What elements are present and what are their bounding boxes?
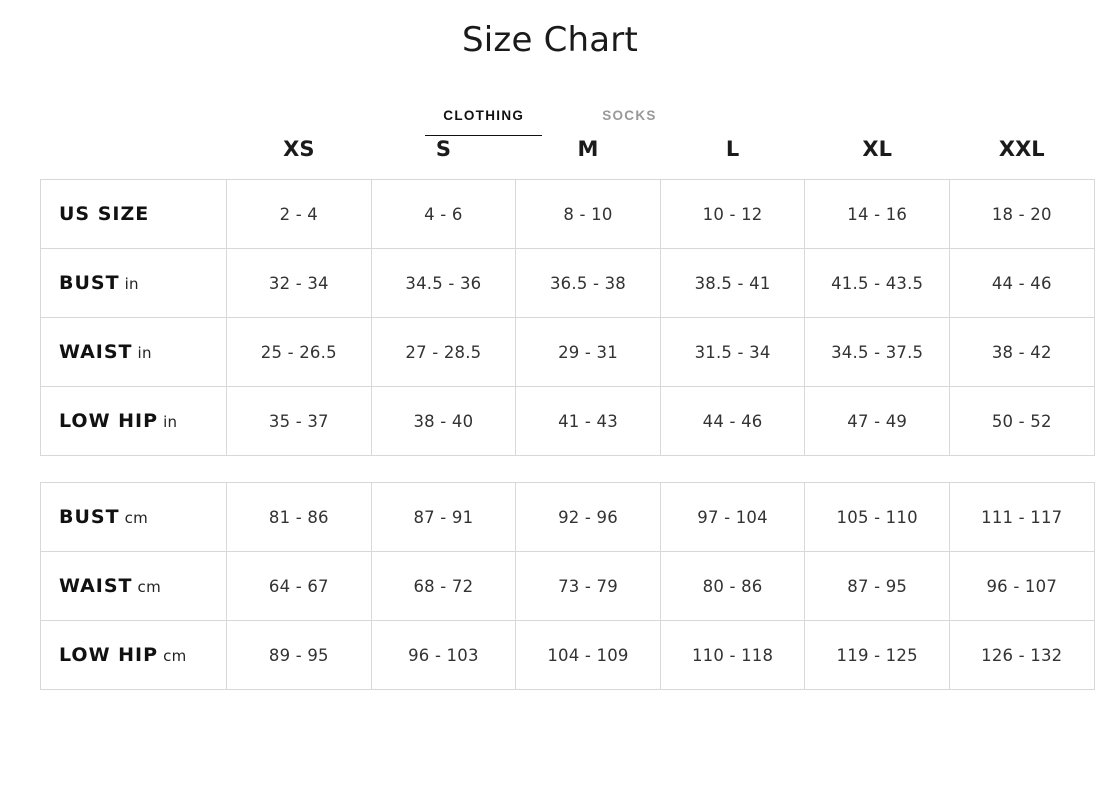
row-unit: cm bbox=[124, 509, 149, 527]
row-label-text: US SIZE bbox=[59, 203, 150, 225]
table-row bbox=[41, 387, 1095, 456]
table-row bbox=[41, 180, 1095, 249]
row-unit: in bbox=[124, 275, 139, 293]
header-cell-blank bbox=[41, 136, 227, 180]
page-title: Size Chart bbox=[461, 20, 639, 60]
cell-waist-in-s: 27 - 28.5 bbox=[371, 318, 516, 387]
section-separator bbox=[41, 456, 1095, 483]
size-chart-table bbox=[40, 136, 1095, 690]
cell-low-hip-in-m: 41 - 43 bbox=[516, 387, 661, 456]
cell-low-hip-cm-m: 104 - 109 bbox=[516, 621, 661, 690]
tab-socks[interactable]: SOCKS bbox=[584, 104, 675, 135]
cell-bust-in-xxl: 44 - 46 bbox=[949, 249, 1094, 318]
table-row bbox=[41, 621, 1095, 690]
cell-bust-cm-s: 87 - 91 bbox=[371, 483, 516, 552]
header-cell-s: S bbox=[435, 137, 451, 161]
cell-low-hip-in-xl: 47 - 49 bbox=[805, 387, 950, 456]
cell-low-hip-in-l: 44 - 46 bbox=[660, 387, 805, 456]
cell-bust-cm-xs: 81 - 86 bbox=[227, 483, 372, 552]
cell-bust-cm-l: 97 - 104 bbox=[660, 483, 805, 552]
cell-low-hip-cm-l: 110 - 118 bbox=[660, 621, 805, 690]
cell-waist-in-xxl: 38 - 42 bbox=[949, 318, 1094, 387]
cell-bust-in-l: 38.5 - 41 bbox=[660, 249, 805, 318]
cell-bust-in-xl: 41.5 - 43.5 bbox=[805, 249, 950, 318]
size-chart-table-wrap bbox=[23, 136, 1077, 690]
cell-bust-in-m: 36.5 - 38 bbox=[516, 249, 661, 318]
table-header-row bbox=[41, 136, 1095, 180]
cell-low-hip-cm-s: 96 - 103 bbox=[371, 621, 516, 690]
cell-waist-cm-s: 68 - 72 bbox=[371, 552, 516, 621]
cell-bust-in-s: 34.5 - 36 bbox=[371, 249, 516, 318]
row-label-low-hip-cm bbox=[41, 621, 227, 690]
row-label-text: BUST bbox=[59, 272, 120, 294]
row-label-text: WAIST bbox=[59, 575, 133, 597]
row-label-bust-in bbox=[41, 249, 227, 318]
row-label-text: BUST bbox=[59, 506, 120, 528]
cell-waist-cm-xs: 64 - 67 bbox=[227, 552, 372, 621]
row-label-text: LOW HIP bbox=[59, 644, 159, 666]
header-cell-xxl: XXL bbox=[998, 137, 1045, 161]
header-cell-l: L bbox=[725, 137, 740, 161]
row-unit: cm bbox=[137, 578, 161, 596]
cell-bust-cm-m: 92 - 96 bbox=[516, 483, 661, 552]
row-unit: in bbox=[137, 344, 152, 362]
row-label-us-size bbox=[41, 180, 227, 249]
tab-clothing[interactable]: CLOTHING bbox=[425, 104, 542, 136]
row-unit: cm bbox=[163, 647, 187, 665]
cell-bust-in-xs: 32 - 34 bbox=[227, 249, 372, 318]
row-label-text: WAIST bbox=[59, 341, 133, 363]
cell-low-hip-in-s: 38 - 40 bbox=[371, 387, 516, 456]
table-row bbox=[41, 318, 1095, 387]
cell-low-hip-cm-xxl: 126 - 132 bbox=[949, 621, 1094, 690]
row-label-text: LOW HIP bbox=[59, 410, 159, 432]
cell-waist-in-xs: 25 - 26.5 bbox=[227, 318, 372, 387]
cell-low-hip-cm-xs: 89 - 95 bbox=[227, 621, 372, 690]
header-cell-xs: XS bbox=[283, 137, 315, 161]
cell-waist-in-m: 29 - 31 bbox=[516, 318, 661, 387]
cell-low-hip-cm-xl: 119 - 125 bbox=[805, 621, 950, 690]
row-label-waist-cm bbox=[41, 552, 227, 621]
row-label-waist-in bbox=[41, 318, 227, 387]
cell-us-size-s: 4 - 6 bbox=[371, 180, 516, 249]
cell-waist-cm-xxl: 96 - 107 bbox=[949, 552, 1094, 621]
tab-bar bbox=[0, 104, 1100, 136]
table-row bbox=[41, 483, 1095, 552]
cell-us-size-xs: 2 - 4 bbox=[227, 180, 372, 249]
cell-low-hip-in-xxl: 50 - 52 bbox=[949, 387, 1094, 456]
cell-us-size-m: 8 - 10 bbox=[516, 180, 661, 249]
cell-us-size-l: 10 - 12 bbox=[660, 180, 805, 249]
cell-us-size-xxl: 18 - 20 bbox=[949, 180, 1094, 249]
cell-waist-in-l: 31.5 - 34 bbox=[660, 318, 805, 387]
header-cell-xl: XL bbox=[862, 137, 892, 161]
row-label-low-hip-in bbox=[41, 387, 227, 456]
cell-waist-cm-m: 73 - 79 bbox=[516, 552, 661, 621]
table-row bbox=[41, 249, 1095, 318]
cell-waist-cm-xl: 87 - 95 bbox=[805, 552, 950, 621]
cell-low-hip-in-xs: 35 - 37 bbox=[227, 387, 372, 456]
cell-waist-in-xl: 34.5 - 37.5 bbox=[805, 318, 950, 387]
cell-bust-cm-xl: 105 - 110 bbox=[805, 483, 950, 552]
cell-bust-cm-xxl: 111 - 117 bbox=[949, 483, 1094, 552]
cell-us-size-xl: 14 - 16 bbox=[805, 180, 950, 249]
row-label-bust-cm bbox=[41, 483, 227, 552]
row-unit: in bbox=[163, 413, 178, 431]
header-cell-m: M bbox=[577, 137, 599, 161]
cell-waist-cm-l: 80 - 86 bbox=[660, 552, 805, 621]
table-row bbox=[41, 552, 1095, 621]
